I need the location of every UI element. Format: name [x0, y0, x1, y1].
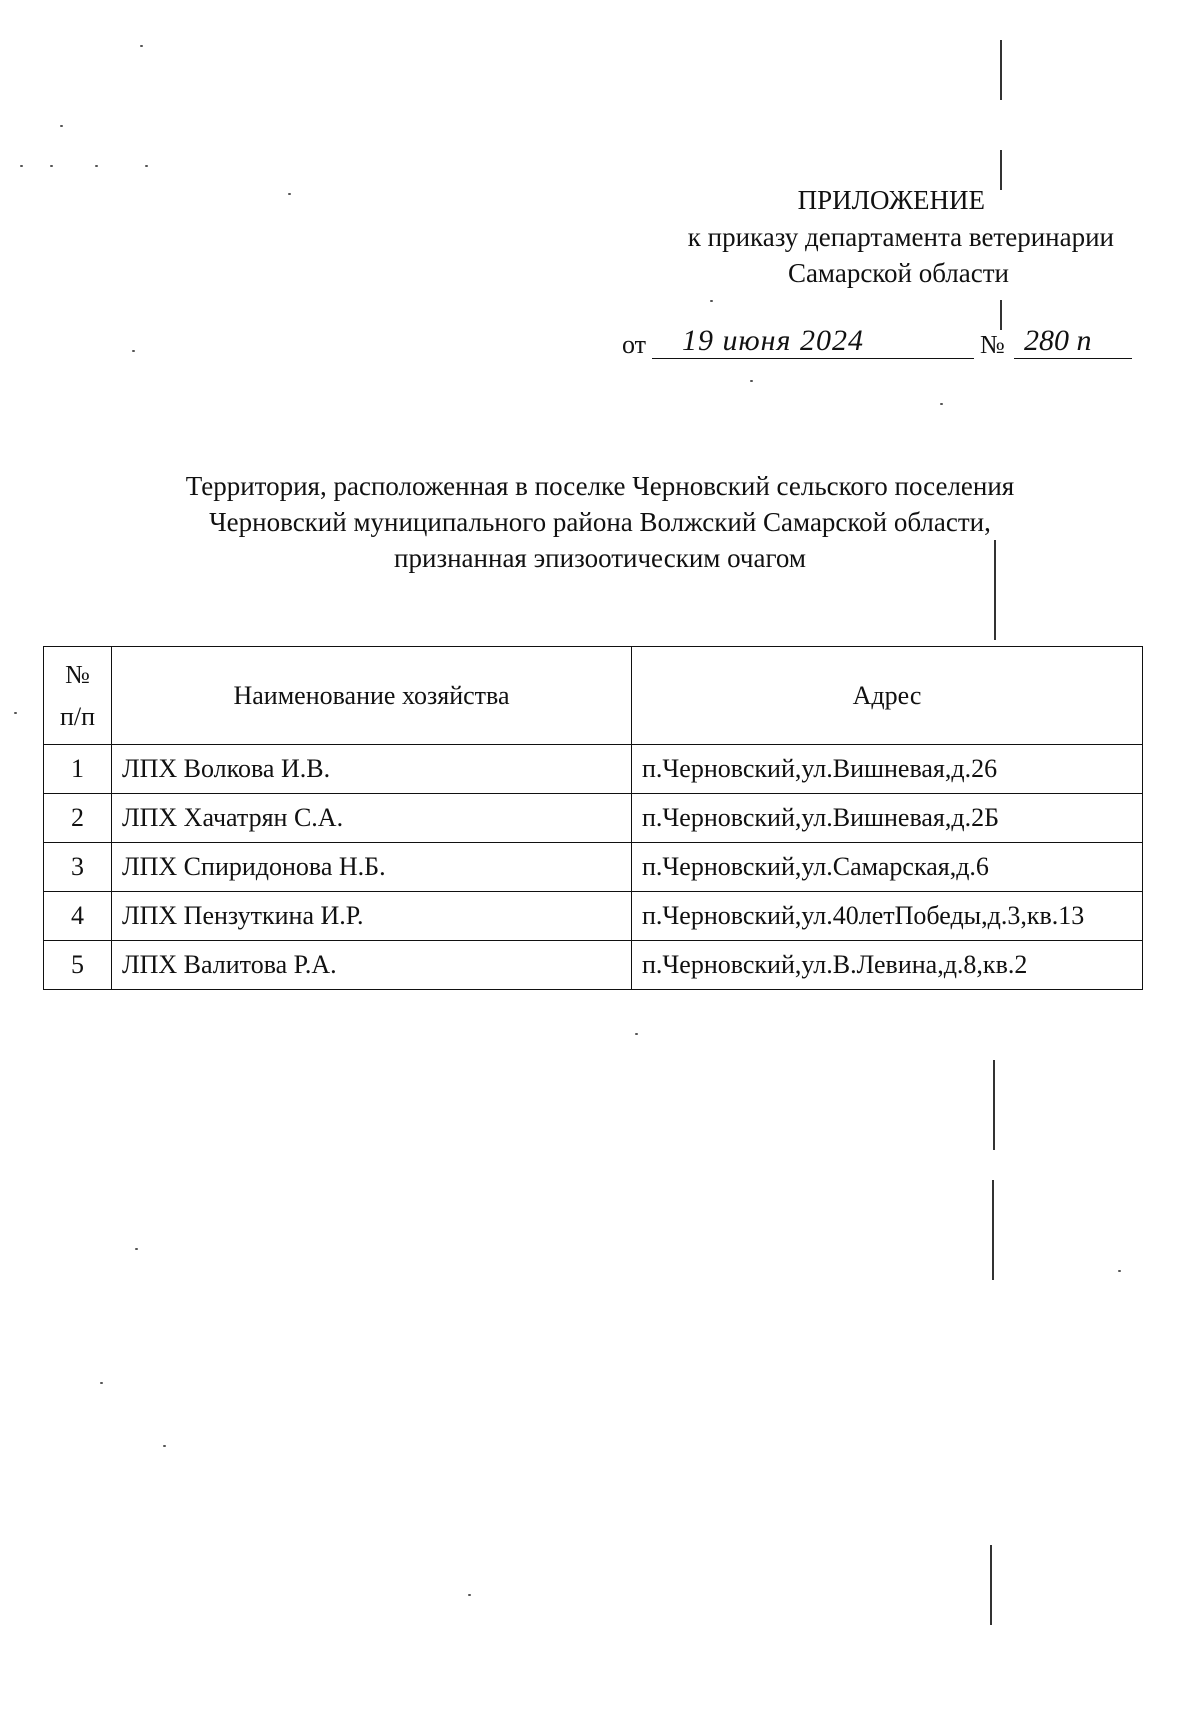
row-number: 2: [44, 794, 112, 843]
row-address: п.Черновский,ул.Самарская,д.6: [632, 843, 1143, 892]
scan-speck: [60, 125, 63, 127]
scan-fold-mark: [1000, 150, 1002, 190]
row-name: ЛПХ Валитова Р.А.: [112, 941, 632, 990]
scan-fold-mark: [1000, 40, 1002, 100]
row-address: п.Черновский,ул.40летПобеды,д.3,кв.13: [632, 892, 1143, 941]
table-row: [44, 843, 1143, 892]
scan-speck: [132, 350, 135, 352]
order-number: 280 п: [1024, 324, 1092, 357]
header-number-pp: п/п: [59, 701, 96, 731]
table-header-row: [44, 647, 1143, 745]
row-number: 5: [44, 941, 112, 990]
row-name: ЛПХ Волкова И.В.: [112, 745, 632, 794]
header-name: Наименование хозяйства: [112, 647, 632, 745]
row-number: 3: [44, 843, 112, 892]
table-row: [44, 745, 1143, 794]
header-address: Адрес: [632, 647, 1143, 745]
region-line: Самарской области: [787, 258, 1009, 288]
scan-speck: [95, 165, 98, 167]
scan-fold-mark: [993, 1060, 995, 1150]
scan-speck: [750, 380, 753, 382]
scan-fold-mark: [992, 1180, 994, 1280]
scan-fold-mark: [990, 1545, 992, 1625]
scan-speck: [14, 712, 17, 714]
scan-speck: [20, 165, 23, 167]
row-name: ЛПХ Спиридонова Н.Б.: [112, 843, 632, 892]
row-address: п.Черновский,ул.В.Левина,д.8,кв.2: [632, 941, 1143, 990]
scan-fold-mark: [994, 540, 996, 640]
row-number: 4: [44, 892, 112, 941]
scan-speck: [635, 1033, 638, 1035]
row-name: ЛПХ Пензуткина И.Р.: [112, 892, 632, 941]
row-address: п.Черновский,ул.Вишневая,д.2Б: [632, 794, 1143, 843]
from-label: от: [622, 330, 647, 359]
scan-speck: [100, 1382, 103, 1384]
document-title: [140, 468, 1060, 576]
title-line-3: признанная эпизоотическим очагом: [394, 543, 806, 573]
scan-speck: [135, 1248, 138, 1250]
scan-speck: [145, 165, 148, 167]
title-line-2: Черновский муниципального района Волжский Самарской области,: [209, 507, 991, 537]
estates-table: [43, 646, 1143, 990]
header-number: [44, 647, 112, 745]
scan-speck: [710, 300, 713, 302]
scan-speck: [940, 403, 943, 405]
order-date-number: [622, 326, 1142, 362]
scan-fold-mark: [1000, 300, 1002, 330]
number-sign: №: [980, 330, 1005, 359]
number-underline: [1014, 358, 1132, 359]
scan-speck: [140, 45, 143, 47]
appendix-heading: ПРИЛОЖЕНИЕ: [797, 185, 985, 215]
scan-speck: [468, 1594, 471, 1596]
row-number: 1: [44, 745, 112, 794]
scan-speck: [50, 165, 53, 167]
order-date: 19 июня 2024: [682, 324, 864, 357]
header-number-sign: №: [65, 659, 90, 689]
date-underline: [652, 358, 974, 359]
order-reference-line: к приказу департамента ветеринарии: [687, 222, 1114, 252]
row-address: п.Черновский,ул.Вишневая,д.26: [632, 745, 1143, 794]
table-row: [44, 941, 1143, 990]
row-name: ЛПХ Хачатрян С.А.: [112, 794, 632, 843]
scan-speck: [288, 193, 291, 195]
scan-speck: [1118, 1270, 1121, 1272]
title-line-1: Территория, расположенная в поселке Черновский сельского поселения: [185, 471, 1015, 501]
scan-speck: [163, 1445, 166, 1447]
table-row: [44, 794, 1143, 843]
table-row: [44, 892, 1143, 941]
